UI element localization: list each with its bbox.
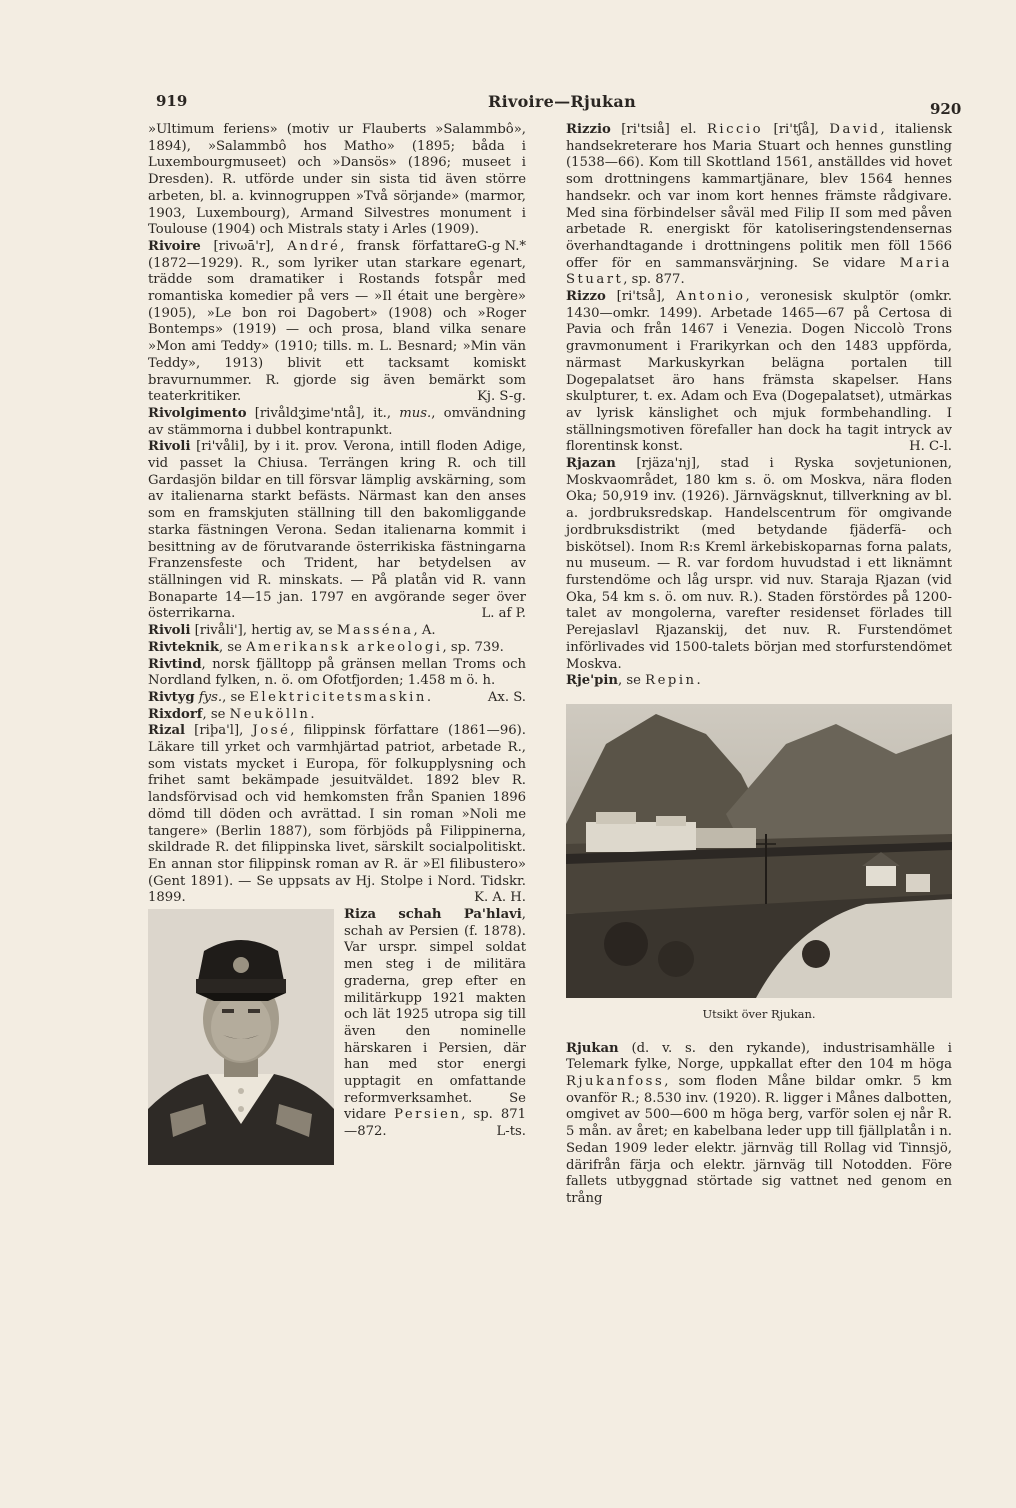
cross-reference: Neukölln <box>229 706 311 722</box>
entry-headword: Rjazan <box>566 456 616 472</box>
entry-headword: Rivolgimento <box>148 405 247 421</box>
rjukan-photo <box>566 704 952 998</box>
right-column <box>566 122 952 1208</box>
entry-repin: Rje'pin, se Repin. <box>566 673 701 689</box>
author-signature: L-ts. <box>496 1124 526 1140</box>
cross-reference: Masséna <box>336 623 414 639</box>
left-column <box>148 122 526 1169</box>
entry-rivoli-hertig: Rivoli [rivåli'], hertig av, se Masséna, A. <box>148 623 436 639</box>
entry-rjazan <box>566 456 952 673</box>
entry-rivoire: Rivoire [rivωā'r], André, fransk författare (1872—1929). R., som lyriker utan starkare egenart, trädde som dramatiker i Rostands fotspår med romantiska komedier på vers — »Il était une bergère» (1905), »Le bon roi Dagobert» (1908) och »Roger Bontemps» (1919) — och prosa, bland vilka senare »Mon ami Teddy» (1910; tills. m. L. Besnard; »Min vän Teddy», 1913) blivit ett tacksamt komiskt bravurnummer. R. gjorde sig även bemärkt som teaterkritiker. Kj. S-g. <box>148 238 526 405</box>
entry-text: [ri'våli], by i it. prov. Verona, intill floden Adige, vid passet la Chiusa. Terrängen kring R. och till Gardasjön bildar en till försvar lämplig avskärning, som av italienarna starkt befästs. Närmast kan den anses som en framskjuten ställning till den bakomliggande starka fästningen Verona. Sedan italienarna kommit i besittning av de förutvarande österrikiska fästningarna Franzensfeste och Trident, har betydelsen av ställningen vid R. minskats. — På platån vid R. vann Bonaparte 14—15 jan. 1797 en avgörande seger över österrikarna. <box>148 439 526 622</box>
entry-text: , filippinsk författare (1861—96). Läkare till yrket och varmhjärtad patriot, arbetade R., som vistats mycket i Europa, för folkupplysning och frihet samt bekämpade jesuitväldet. 1892 blev R. landsförvisad och vid hemkomsten från Spanien 1896 dömd till döden och avrättad. I sin roman »Noli me tangere» (Berlin 1887), som förbjöds på Filippinerna, skildrade R. det filippinska livet, särskilt socialpolitiskt. En annan stor filippinsk roman av R. är »El filibustero» (Gent 1891). — Se uppsats av Hj. Stolpe i Nord. Tidskr. 1899. <box>148 723 526 906</box>
entry-text: , veronesisk skulptör (omkr. 1430—omkr. 1499). Arbetade 1465—67 på Certosa di Pavia och från 1467 i Venezia. Dogen Niccolò Trons gravmonument i Frarikyrkan och den 1483 uppförda, närmast Markuskyrkan belägna portalen till Dogepalatset äro hans främsta skapelser. Hans skulpturer, t. ex. Adam och Eva (Dogepalatset), utmärkas av lyrisk känslighet och mjuk formbehandling. I ställningsmotiven förefaller han dock ha tagit intryck av florentinsk konst. <box>566 289 952 455</box>
entry-headword: Riza schah Pa'hlavi <box>344 907 522 923</box>
entry-rivoli <box>148 439 526 623</box>
photo-caption: Utsikt över Rjukan. <box>702 1006 816 1021</box>
author-signature: H. C-l. <box>909 439 952 455</box>
cross-reference: Amerikansk arkeologi <box>246 639 443 655</box>
entry-rivtind: Rivtind, norsk fjälltopp på gränsen mellan Troms och Nordland fylken, n. ö. om Ofotfjorden; 1.458 m ö. h. Ax. S. <box>148 656 526 705</box>
entry-rizzio: Rizzio [ri'tsiå] el. Riccio [ri'tʃå], David, italiensk handsekreterare hos Maria Stuart och hennes gunstling (1538—66). Kom till Skottland 1561, anställdes vid hovet som drottningens kammartjänare, blev 1564 hennes handsekr. och var inom kort hennes främste rådgivare. Med sina förbindelser såväl med Filip II som med påven arbetade R. energiskt för katoliseringstendensernas överhandtagande i drottningens politik men föll 1566 offer för en sammansvärjning. Se vidare Maria Stuart, sp. 877. <box>566 122 952 288</box>
entry-rjukan: Rjukan (d. v. s. den rykande), industrisamhälle i Telemark fylke, Norge, uppkallat efter den 104 m höga Rjukanfoss, som floden Måne bildar omkr. 5 km ovanför R.; 8.530 inv. (1920). R. ligger i Månes dalbotten, omgivet av 500—600 m höga berg, varför solen ej når R. 5 mån. av året; en kabelbana leder upp till fjällplatån i n. Sedan 1909 leder elektr. järnväg till Rollag vid Tinnsjö, därifrån färja och elektr. järnväg till Notodden. Före fallets utbyggnad störtade sig vattnet ned genom en trång <box>566 1040 952 1206</box>
entry-rizzo: Rizzo [ri'tså], Antonio, veronesisk skulptör (omkr. 1430—omkr. 1499). Arbetade 1465—67 på Certosa di Pavia och från 1467 i Venezia. Dogen Niccolò Trons gravmonument i Frarikyrkan och den 1483 uppförda, närmast Markuskyrkan belägna portalen till Dogepalatset äro hans främsta skapelser. Hans skulpturer, t. ex. Adam och Eva (Dogepalatset), utmärkas av lyrisk känslighet och mjuk formbehandling. I ställningsmotiven förefaller han dock ha tagit intryck av florentinsk konst. H. C-l. <box>566 289 952 455</box>
cross-reference: Elektricitetsmaskin <box>249 689 427 705</box>
entry-text: [rjäza'nj], stad i Ryska sovjetunionen, Moskvaområdet, 180 km s. ö. om Moskva, nära floden Oka; 50,919 inv. (1926). Järnvägsknut, tillverkning av bl. a. jordbruksredskap. Handelscentrum för omgivande jordbruksdistrikt (med betydande fjäderfä- och biskötsel). Inom R:s Kreml ärkebiskoparnas forna palats, nu museum. — R. var fordom huvudstad i ett liknämnt furstendöme och låg urspr. vid nuv. Staraja Rjazan (vid Oka, 54 km s. ö. om nuv. R.). Staden förstördes på 1200-talet av mongolerna, varefter residenset förlades till Perejaslavl Rjazanskij, det nuv. R. Furstendömet införlivades vid 1500-talets början med storfurstendömet Moskva. <box>566 456 952 672</box>
entry-headword: Rjukan <box>566 1040 619 1056</box>
entry-headword: Rizal <box>148 723 186 739</box>
entry-text: , italiensk handsekreterare hos Maria Stuart och hennes gunstling (1538—66). Kom till Skottland 1561, anställdes vid hovet som drottningens kammartjänare, blev 1564 hennes handsekr. och var inom kort hennes främste rådgivare. Med sina förbindelser såväl med Filip II som med påven arbetade R. energiskt för katoliseringstendensernas överhandtagande i drottningens politik men föll 1566 offer för en sammansvärjning. Se vidare <box>566 122 952 271</box>
page-number-right: 920 <box>930 100 962 118</box>
entry-headword: Rivoli <box>148 439 191 455</box>
entry-headword: Rizzo <box>566 289 606 305</box>
page-number-left: 919 <box>156 92 188 110</box>
author-signature: L. af P. <box>481 606 526 622</box>
entry-text: , som floden Måne bildar omkr. 5 km ovanför R.; 8.530 inv. (1920). R. ligger i Månes dalbotten, omgivet av 500—600 m höga berg, varför solen ej når R. 5 mån. av året; en kabelbana leder upp till fjällplatån i n. Sedan 1909 leder elektr. järnväg till Rollag vid Tinnsjö, därifrån färja och elektr. järnväg till Notodden. Före fallets utbyggnad störtade sig vattnet ned genom en trång <box>566 1074 952 1206</box>
author-signature: G-g N.* <box>476 238 526 254</box>
author-signature: Kj. S-g. <box>477 389 526 405</box>
entry-rivolgimento: Rivolgimento [rivåldʒime'ntå], it., mus., omvändning av stämmorna i dubbel kontrapunkt. <box>148 405 526 438</box>
entry-rivtyg: Rivtyg fys., se Elektricitetsmaskin. <box>148 689 432 705</box>
portrait-photo-riza-schah <box>148 909 334 1165</box>
cross-reference: Maria Stuart <box>566 255 952 288</box>
cross-reference: Rjukanfoss <box>566 1074 665 1090</box>
entry-rizal: Rizal [riþa'l], José, filippinsk författare (1861—96). Läkare till yrket och varmhjärtad patriot, arbetade R., som vistats mycket i Europa, för folkupplysning och frihet samt bekämpade jesuitväldet. 1892 blev R. landsförvisad och vid hemkomsten från Spanien 1896 dömd till döden och avrättad. I sin roman »Noli me tangere» (Berlin 1887), som förbjöds på Filippinerna, skildrade R. det filippinska livet, särskilt socialpolitiskt. En annan stor filippinsk roman av R. är »El filibustero» (Gent 1891). — Se uppsats av Hj. Stolpe i Nord. Tidskr. 1899. K. A. H. <box>148 723 526 906</box>
author-signature: K. A. H. <box>474 890 526 906</box>
entry-headword: Rivoire <box>148 238 201 254</box>
entry-headword: Rivtyg <box>148 689 195 705</box>
entry-headword: Rivoli <box>148 623 191 639</box>
running-header: Rivoire—Rjukan <box>488 92 637 111</box>
entry-rixdorf: Rixdorf, se Neukölln. <box>148 706 315 722</box>
entry-riza-schah-text: Riza schah Pa'hlavi, schah av Persien (f. 1878). Var urspr. simpel soldat men steg i de militära graderna, grep efter en militärkupp 1921 makten och lät 1925 utropa sig till även den nominelle härskaren i Persien, där han med stor energi upptagit en omfattande reformverksamhet. Se vidare Persien, sp. 871—872. L-ts. <box>344 907 526 1140</box>
entry-rivteknik: Rivteknik, se Amerikansk arkeologi, sp. 739. <box>148 639 504 655</box>
rjukan-landscape-illustration <box>566 704 952 998</box>
entry-headword: Rje'pin <box>566 673 618 689</box>
entry-headword: Rizzio <box>566 122 611 137</box>
entry-text: , fransk författare (1872—1929). R., som lyriker utan starkare egenart, trädde som dramatiker i Rostands fotspår med romantiska komedier på vers — »Il était une bergère» (1905), »Le bon roi Dagobert» (1908) och »Roger Bontemps» (1919) — och prosa, bland vilka senare »Mon ami Teddy» (1910; tills. m. L. Besnard; »Min vän Teddy», 1913) blivit ett tacksamt komiskt bravurnummer. R. gjorde sig även bemärkt som teaterkritiker. <box>148 238 526 405</box>
cross-reference: Repin <box>645 673 697 689</box>
author-signature: Ax. S. <box>487 689 526 705</box>
entry-text: »Ultimum feriens» (motiv ur Flauberts »Salammbô», 1894), »Salammbô hos Matho» (1895; båda i Luxembourgmuseet) och »Dansös» (1896; museet i Dresden). R. utförde under sin sista tid även större arbeten, bl. a. kvinnogruppen »Två sörjande» (marmor, 1903, Luxembourg), Armand Silvestres monument i Toulouse (1904) och Mistrals staty i Arles (1909). <box>148 122 526 238</box>
cross-reference: Persien <box>394 1107 462 1123</box>
entry-headword: Rixdorf <box>148 706 203 722</box>
entry-headword: Rivtind <box>148 656 202 672</box>
portrait-illustration <box>148 909 334 1165</box>
entry-headword: Rivteknik <box>148 639 219 655</box>
